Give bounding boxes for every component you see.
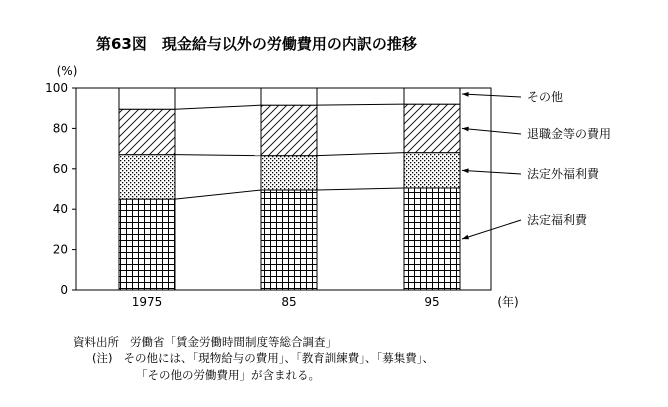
y-axis-unit: (%) <box>56 64 78 78</box>
bar-segment <box>404 88 460 104</box>
source-line <box>73 334 337 350</box>
bar-segment <box>261 88 317 105</box>
y-tick-label: 40 <box>52 202 68 217</box>
y-tick-label: 80 <box>52 121 68 136</box>
legend-label: 退職金等の費用 <box>527 127 612 141</box>
source-label: 資料出所 <box>73 335 119 349</box>
legend-label: その他 <box>527 90 564 104</box>
source-text: 労働省「賃金労働時間制度等総合調査」 <box>129 335 337 349</box>
legend-arrowhead <box>462 127 469 132</box>
segment-connector <box>175 190 261 199</box>
bar-segment <box>119 155 175 199</box>
legend-arrowhead <box>462 92 469 97</box>
y-tick-label: 0 <box>60 283 68 297</box>
bar-segment <box>261 156 317 190</box>
bar-segment <box>119 109 175 154</box>
x-tick-label: 85 <box>281 295 297 309</box>
note-text-1: その他には、「現物給与の費用」、「教育訓練費」、「募集費」、 <box>123 351 434 365</box>
segment-connector <box>317 153 404 156</box>
chart-title: 第63図 現金給与以外の労働費用の内訳の推移 <box>96 35 417 53</box>
x-axis-unit: (年) <box>497 295 519 309</box>
y-tick-label: 20 <box>52 242 68 257</box>
legend-label: 法定外福利費 <box>527 167 600 181</box>
bar-segment <box>119 88 175 109</box>
note-label: (注) <box>92 351 113 365</box>
segment-connector <box>175 105 261 109</box>
y-tick-label: 60 <box>52 161 68 176</box>
bar-segment <box>404 104 460 152</box>
bar-segment <box>404 188 460 290</box>
y-tick-label: 100 <box>45 81 68 95</box>
bar-segment <box>261 105 317 156</box>
bar-segment <box>404 153 460 188</box>
legend-arrowhead <box>462 168 469 173</box>
note-line-1 <box>92 350 434 366</box>
legend-label: 法定福利費 <box>527 213 588 227</box>
segment-connector <box>175 155 261 156</box>
bar-segment <box>119 199 175 290</box>
segment-connector <box>317 188 404 190</box>
bar-segment <box>261 190 317 290</box>
note-line-2: 「その他の労働費用」が含まれる。 <box>136 368 320 382</box>
x-tick-label: 1975 <box>131 295 163 309</box>
legend-arrowhead <box>462 235 469 240</box>
x-tick-label: 95 <box>424 295 440 309</box>
segment-connector <box>317 104 404 105</box>
